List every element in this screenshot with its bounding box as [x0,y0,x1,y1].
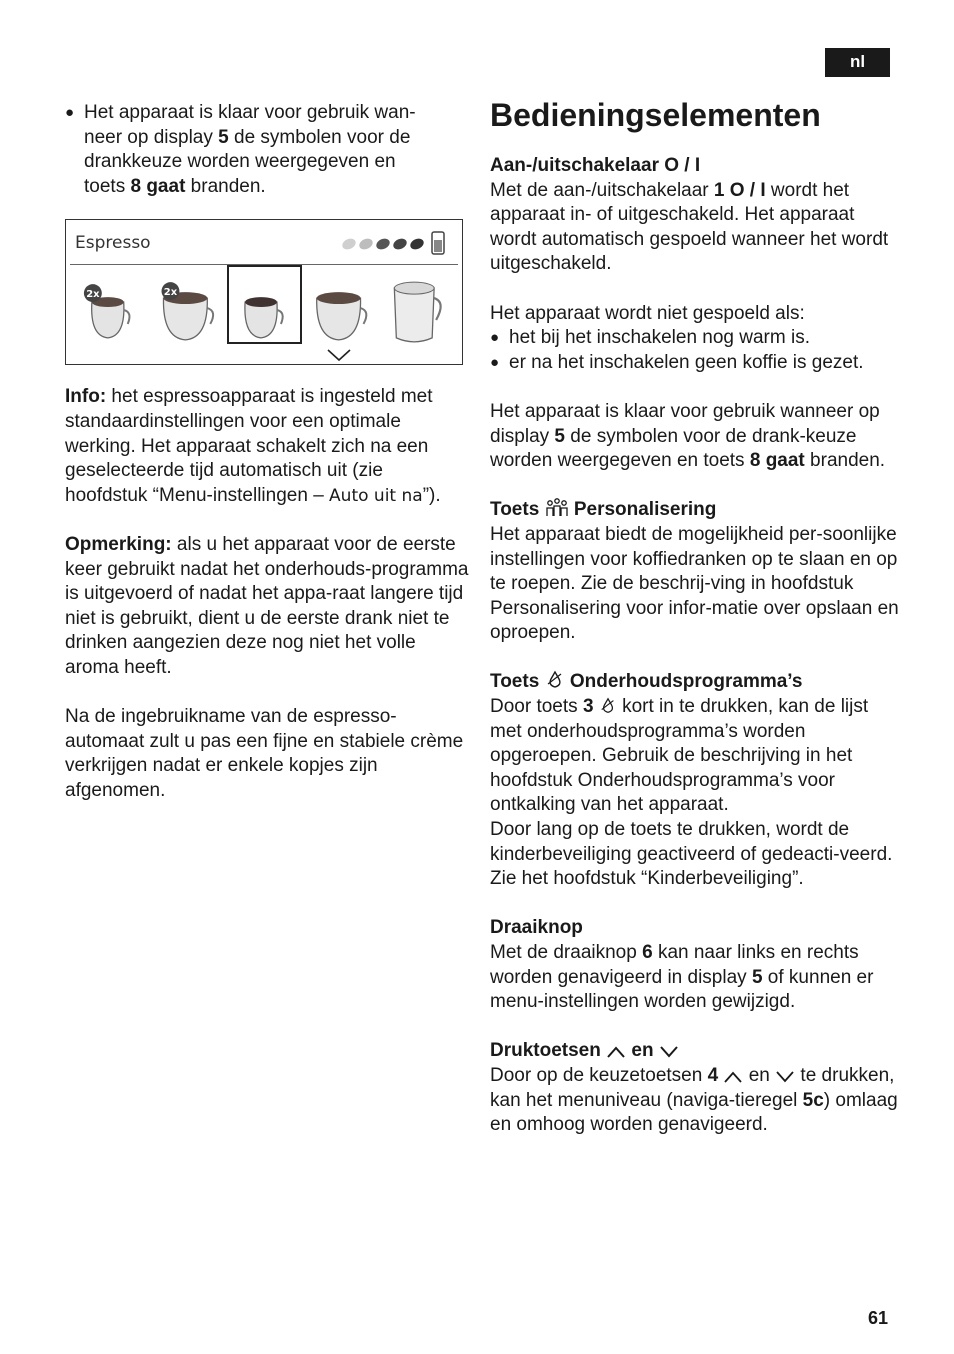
personalisation-text: Het apparaat biedt de mogelijkheid per-soonlijke instellingen voor koffiedranken op te slaan en op te roepen. Zie de beschrij-ving in hoofdstuk Personalisering voor infor-matie over opslaan en oproepen. [490,523,899,644]
push-buttons-heading: Druktoetsen en [490,1039,900,1064]
chevron-down-icon [659,1045,679,1059]
power-switch-text: Met de aan-/uitschakelaar 1 O / I wordt het apparaat in- of uitgeschakeld. Het apparaat wordt automatisch gespoeld wanneer het wordt uitgeschakeld. [490,179,889,275]
rotary-knob-heading: Draaiknop [490,917,583,939]
cup-coffee-2x-icon [162,283,214,341]
personalisation-icon [545,498,569,518]
maintenance-icon [545,670,565,690]
info-paragraph: Info: het espressoapparaat is ingesteld met standaardinstellingen voor een optimale werking. Het apparaat schakelt zich na een geselecteerde tijd automatisch uit (zie hoofdstuk “Menu-instellingen – Auto uit na”). [65,386,441,506]
svg-text:2x: 2x [163,287,178,299]
left-column [65,101,470,803]
note-paragraph: Opmerking: als u het apparaat voor de eerste keer gebruikt nadat het onderhouds-programma is uitgevoerd of nadat het appa-raat langere tijd niet is gebruikt, dient u de eerste drank niet te drinken aangezien deze nog niet het volle aroma heeft. [65,533,469,678]
power-switch-heading: Aan-/uitschakelaar O / I [490,155,701,176]
ready-paragraph: Het apparaat is klaar voor gebruik wanneer op display 5 de symbolen voor de drank-keuze worden weergegeven en toets 8 gaat branden. [490,400,886,472]
no-rinse-item: ● er na het inschakelen geen koffie is gezet. [490,351,900,376]
maintenance-icon [599,697,617,715]
no-rinse-intro: Het apparaat wordt niet gespoeld als: [490,302,805,324]
cup-mug-icon [394,283,440,343]
language-tab: nl [825,48,890,77]
page-number: 61 [868,1308,889,1328]
chevron-down-icon [775,1070,795,1084]
display-figure [65,219,463,365]
personalisation-heading: Toets Personalisering [490,499,717,521]
intro-bullet: ● Het apparaat is klaar voor gebruik wan- neer op display 5 de symbolen voor de drankkeuze worden weergegeven en toets 8 gaat branden. [65,101,464,199]
push-buttons-text: Door op de keuzetoetsen 4 en te drukken, kan het menuniveau (naviga-tieregel 5c) omlaag en omhoog worden genavigeerd. [490,1064,898,1136]
chevron-down-icon [326,348,352,362]
chevron-up-icon [723,1070,743,1084]
child-lock-text: Door lang op de toets te drukken, wordt de kinderbeveiliging geactiveerd of gedeacti-veerd. Zie het hoofdstuk “Kinderbeveiliging”. [490,819,893,890]
chevron-up-icon [606,1045,626,1059]
display-title: Espresso [75,233,151,254]
maintenance-text: Door toets 3 kort in te drukken, kan de lijst met onderhoudsprogramma’s worden opgeroepen. Gebruik de beschrijving in het hoofdstuk Onderhoudsprogramma’s voor ontkalking van het apparaat. [490,696,869,816]
crema-paragraph: Na de ingebruikname van de espresso-automaat zult u pas een fijne en stabiele crème verkrijgen nadat er enkele kopjes zijn afgenomen. [65,706,464,801]
cup-espresso-2x-icon [84,285,130,339]
bean-strength-icon [340,230,450,258]
cup-coffee-icon [317,292,367,340]
selection-frame [227,265,302,344]
svg-text:2x: 2x [86,289,100,301]
no-rinse-item: ● het bij het inschakelen nog warm is. [490,326,900,351]
page-title: Bedieningselementen [490,97,821,133]
right-column [490,94,900,1138]
rotary-knob-text: Met de draaiknop 6 kan naar links en rechts worden genavigeerd in display 5 of kunnen er menu-instellingen worden gewijzigd. [490,942,874,1013]
maintenance-heading: Toets Onderhoudsprogramma’s [490,671,803,693]
